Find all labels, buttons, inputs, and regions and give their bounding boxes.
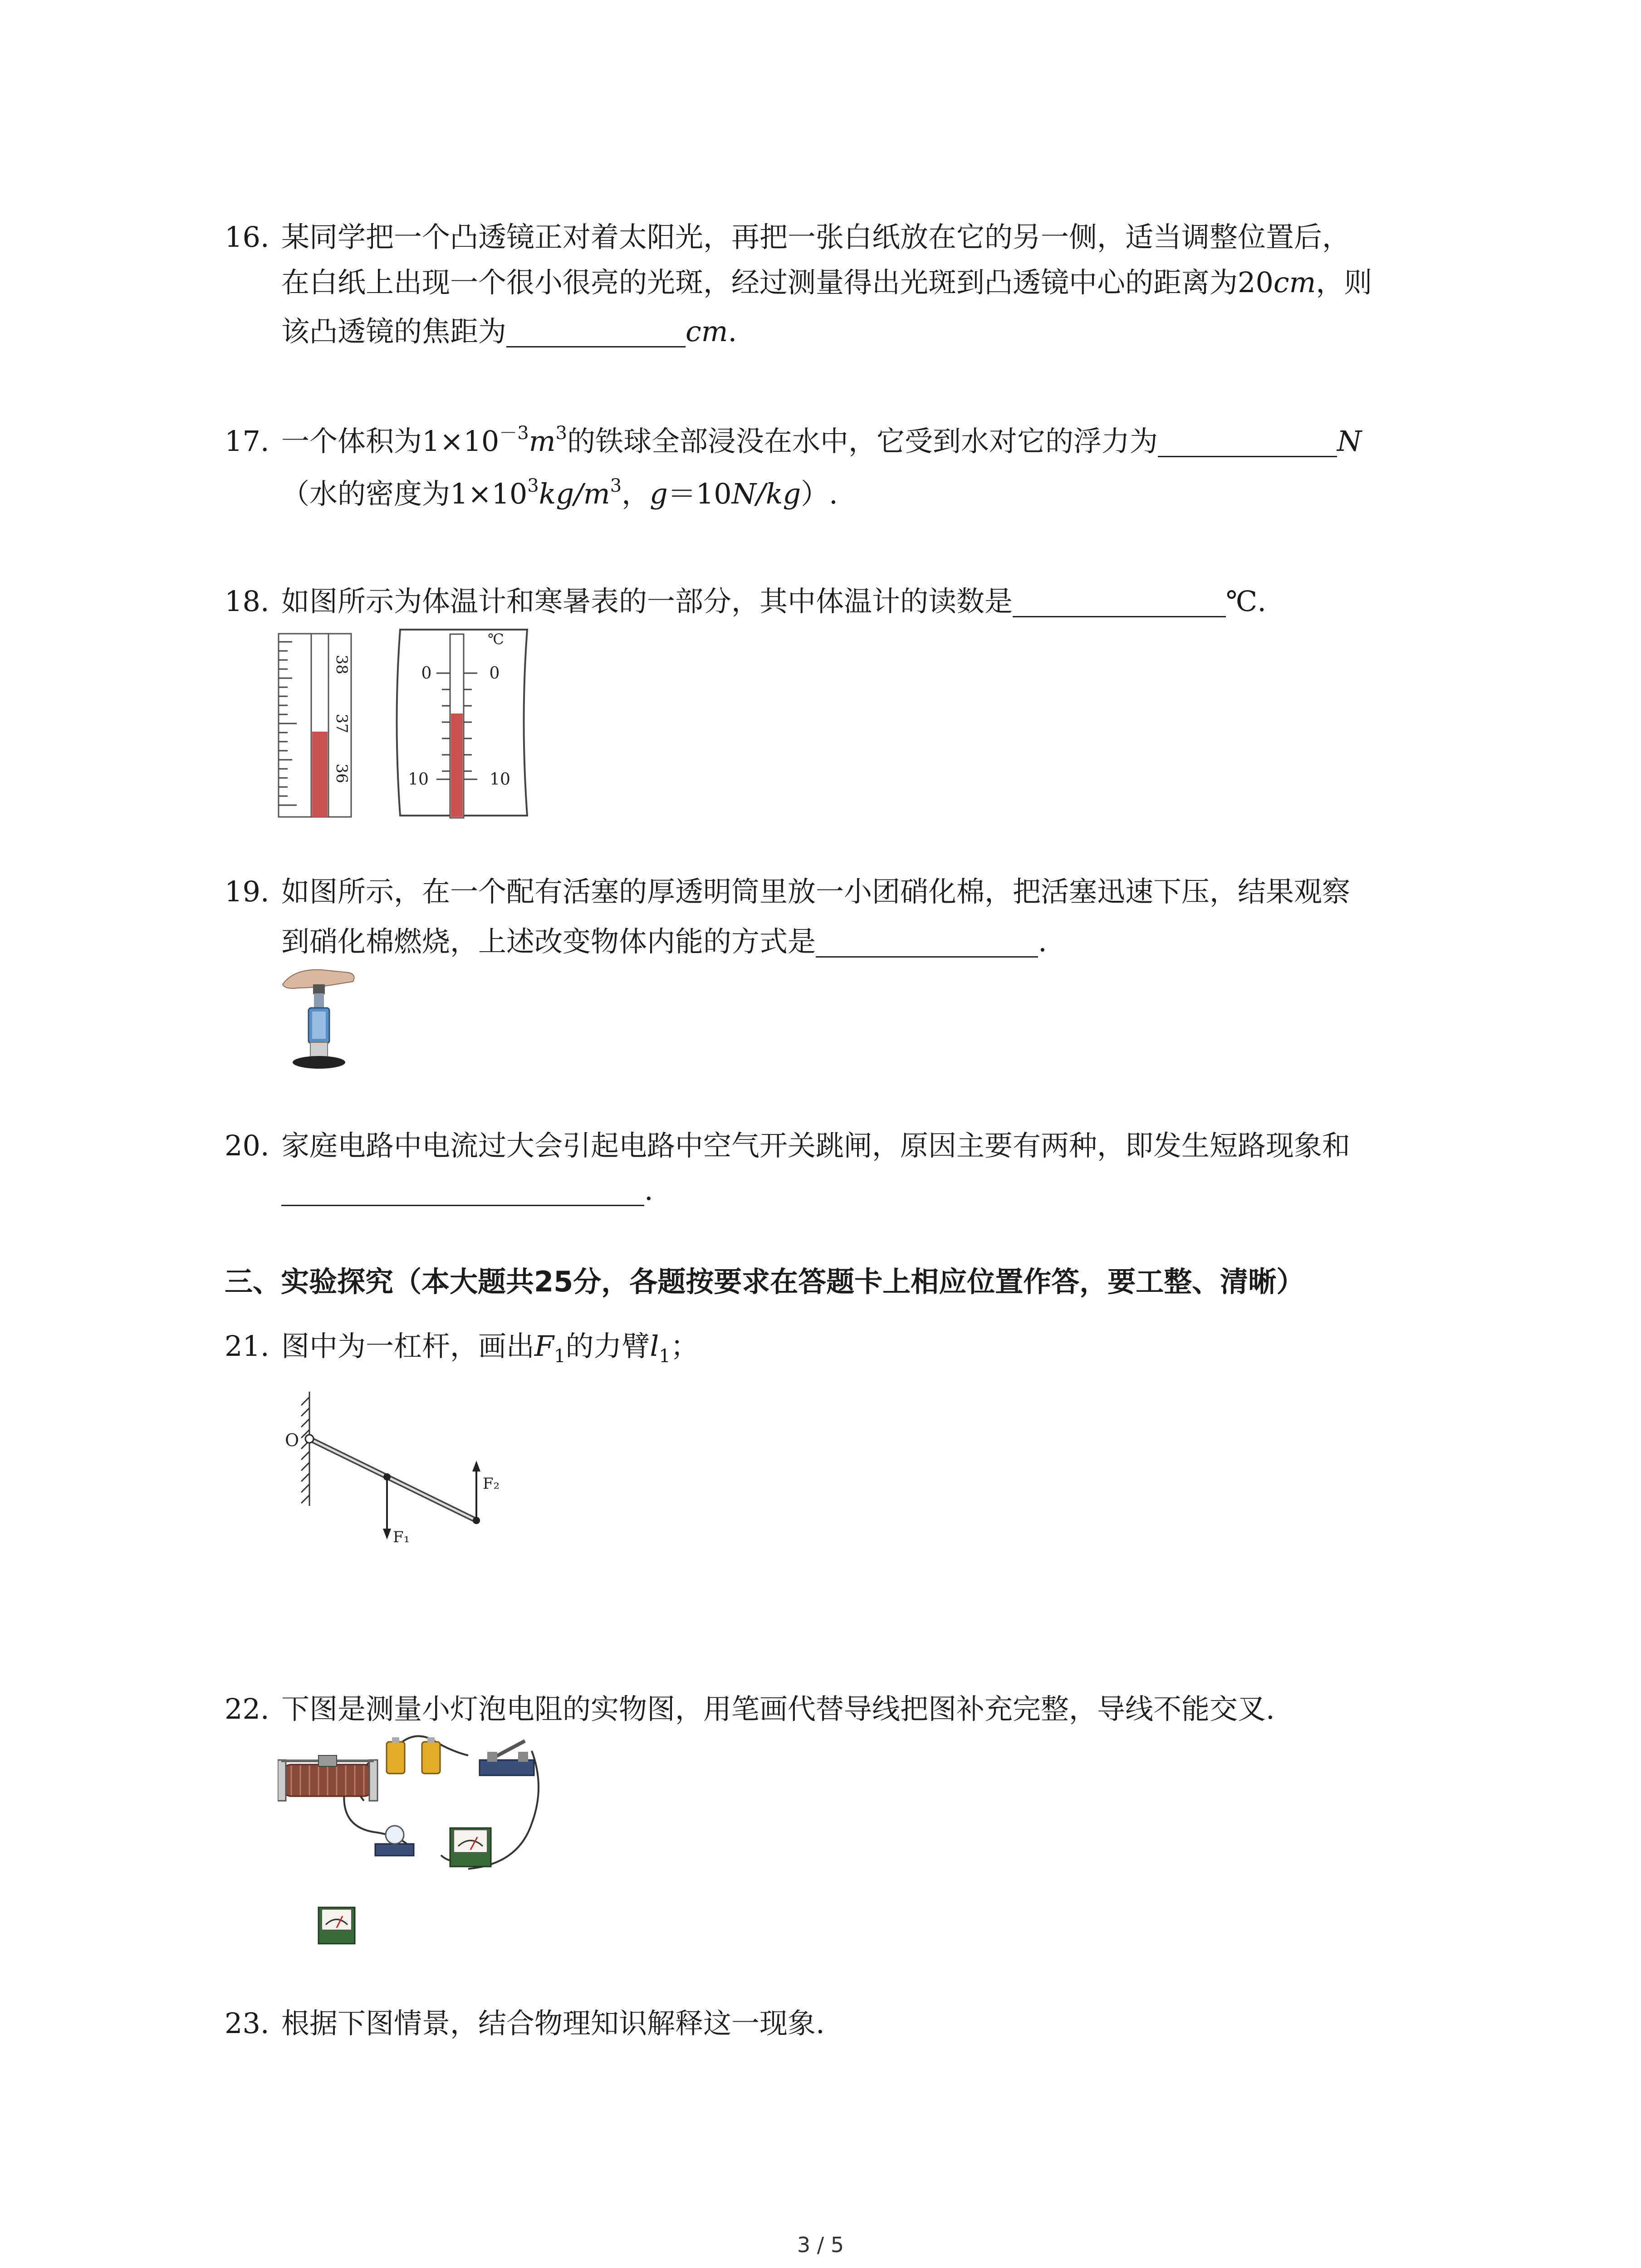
answer-blank[interactable] xyxy=(281,1177,644,1206)
scale-left-0: 0 xyxy=(421,664,432,683)
scale-unit-label: ℃ xyxy=(488,631,504,648)
question-text: （水的密度为$1\times 10^3kg/m^3$，g＝10N/kg）. xyxy=(281,475,838,510)
answer-blank[interactable] xyxy=(1158,428,1337,457)
compression-piston-figure xyxy=(280,966,358,1070)
question-number: 16. xyxy=(225,220,269,254)
question-text: . xyxy=(281,1176,653,1206)
question-text: 该凸透镜的焦距为 cm. xyxy=(281,315,737,348)
clinical-thermometer-figure xyxy=(278,633,353,819)
question-number: 23. xyxy=(225,2007,269,2040)
question-number: 18. xyxy=(225,585,269,618)
pivot-label: O xyxy=(285,1430,299,1450)
thermometer-label-37: 37 xyxy=(333,714,351,733)
question-text: 家庭电路中电流过大会引起电路中空气开关跳闸，原因主要有两种，即发生短路现象和 xyxy=(281,1129,1351,1162)
scale-right-0: 0 xyxy=(489,664,500,683)
question-number: 22. xyxy=(225,1692,269,1725)
thermometer-label-36: 36 xyxy=(333,763,351,783)
question-number: 21. xyxy=(225,1330,269,1363)
meter-in-circuit xyxy=(450,1828,491,1867)
question-text: 一个体积为$1\times 10^{-3}m^3$的铁球全部浸没在水中，它受到水对它的浮力为 N xyxy=(281,423,1362,458)
section-heading: 三、实验探究（本大题共25分，各题按要求在答题卡上相应位置作答，要工整、清晰） xyxy=(225,1265,1305,1298)
battery-cells xyxy=(387,1737,440,1774)
question-text: 下图是测量小灯泡电阻的实物图，用笔画代替导线把图补充完整，导线不能交叉. xyxy=(281,1692,1275,1725)
question-text: 到硝化棉燃烧，上述改变物体内能的方式是 . xyxy=(281,925,1047,958)
scale-left-10: 10 xyxy=(408,770,429,789)
question-text: 根据下图情景，结合物理知识解释这一现象. xyxy=(281,2007,825,2040)
answer-blank[interactable] xyxy=(816,928,1038,958)
rheostat xyxy=(278,1755,377,1801)
question-text: 图中为一杠杆，画出$F_1$的力臂$l_1$； xyxy=(281,1330,699,1367)
page-number: 3 / 5 xyxy=(797,2233,844,2257)
question-number: 17. xyxy=(225,425,269,458)
circuit-components-figure xyxy=(278,1733,550,1950)
answer-blank[interactable] xyxy=(1013,588,1226,617)
force-f2-label: F₂ xyxy=(483,1475,500,1493)
question-text: 如图所示，在一个配有活塞的厚透明筒里放一小团硝化棉，把活塞迅速下压，结果观察 xyxy=(281,875,1351,908)
force-f1-label: F₁ xyxy=(393,1528,410,1546)
room-thermometer-figure xyxy=(391,625,532,820)
switch xyxy=(480,1741,534,1775)
bulb xyxy=(375,1826,414,1856)
loose-meter xyxy=(318,1907,355,1944)
question-number: 20. xyxy=(225,1129,269,1162)
answer-blank[interactable] xyxy=(506,318,686,347)
question-text: 某同学把一个凸透镜正对着太阳光，再把一张白纸放在它的另一侧，适当调整位置后， xyxy=(281,220,1351,254)
question-text: 在白纸上出现一个很小很亮的光斑，经过测量得出光斑到凸透镜中心的距离为20cm，则 xyxy=(281,266,1372,299)
question-text: 如图所示为体温计和寒暑表的一部分，其中体温计的读数是 ℃. xyxy=(281,585,1267,618)
question-number: 19. xyxy=(225,875,269,908)
thermometer-label-38: 38 xyxy=(333,655,351,675)
lever-figure xyxy=(281,1388,508,1551)
scale-right-10: 10 xyxy=(490,770,510,789)
